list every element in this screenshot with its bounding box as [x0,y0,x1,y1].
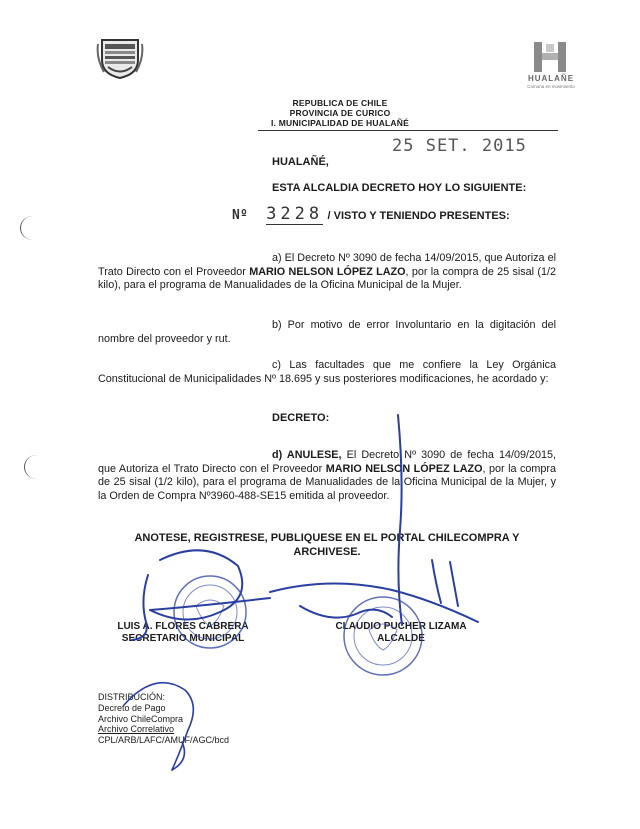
punch-hole-mark-bottom [24,455,49,479]
intro-heading: ESTA ALCALDIA DECRETO HOY LO SIGUIENTE: [272,182,527,194]
paragraph-d-lead: d) ANULESE, [272,449,342,461]
logo-text: HUALAÑE [527,74,575,83]
distribution-item: Decreto de Pago [98,702,166,713]
paragraph-c [98,359,556,386]
header-block [255,98,425,128]
decree-number-line [232,204,510,224]
closing-statement: ANOTESE, REGISTRESE, PUBLIQUESE EN EL PORTAL CHILECOMPRA Y ARCHIVESE. [134,532,520,558]
signatory-mayor [320,621,482,645]
mayor-name: CLAUDIO PUCHER LIZAMA [335,621,467,632]
paragraph-a [98,252,556,293]
distribution-title: DISTRIBUCIÓN: [98,692,166,702]
paragraph-a-lead: a) El Decreto Nº 3090 de fecha 14/09/2015, que Autoriza el Trato Directo con el Proveedor [98,252,556,278]
distribution-item: Archivo ChileCompra [98,713,184,724]
date-stamp: 25 SET. 2015 [392,136,527,156]
header-rule [258,130,558,131]
paragraph-a-supplier: MARIO NELSON LÓPEZ LAZO [249,265,406,278]
paragraph-d-supplier: MARIO NELSON LÓPEZ LAZO [325,462,483,475]
decree-number-prefix: Nº [232,208,248,223]
decree-number: 3228 [266,204,324,224]
logo-tagline: Comuna en movimiento [527,84,575,89]
paragraph-d-tail: , por la compra de 25 sisal (1/2 kilo), para el programa de Manualidades de la Oficina Municipal de la Mujer, y la Orden de Compra Nº3960-488-SE15 emitida al proveedor. [98,462,557,502]
paragraph-b [98,319,556,346]
header-municipality: I. MUNICIPALIDAD DE HUALAÑÉ [271,118,409,128]
paragraph-d [98,449,556,503]
mayor-title: ALCALDE [377,633,425,644]
secretary-title: SECRETARIO MUNICIPAL [121,633,245,644]
mayor-signature [270,415,478,625]
municipal-crest-icon [96,34,144,80]
header-province: PROVINCIA DE CURICO [289,108,391,118]
distribution-item: CPL/ARB/LAFC/AMUF/AGC/bcd [98,735,230,746]
paragraph-d-text: El Decreto Nº 3090 de fecha 14/09/2015, que Autoriza el Trato Directo con el Proveedor [98,449,556,475]
paragraph-b-text: b) Por motivo de error Involuntario en la digitación del nombre del proveedor y rut. [98,319,556,345]
paragraph-a-tail: , por la compra de 25 sisal (1/2 kilo), para el programa de Manualidades de la Oficina Municipal de la Mujer. [98,265,556,292]
punch-hole-mark-top [20,216,45,240]
distribution-item: Archivo Correlativo [98,724,175,735]
decreto-heading: DECRETO: [272,412,330,424]
distribution-block [98,692,229,746]
secretary-name: LUIS A. FLORES CABRERA [117,621,249,632]
hualane-h-logo-icon [530,40,570,74]
header-country: REPUBLICA DE CHILE [292,98,388,108]
signatory-secretary [104,621,262,645]
place-heading: HUALAÑÉ, [272,156,329,168]
paragraph-c-text: c) Las facultades que me confiere la Ley Orgánica Constitucional de Municipalidades Nº 18.695 y sus posteriores modificaciones, he acordado y: [98,359,556,385]
visto-heading: / VISTO Y TENIENDO PRESENTES: [327,210,510,222]
